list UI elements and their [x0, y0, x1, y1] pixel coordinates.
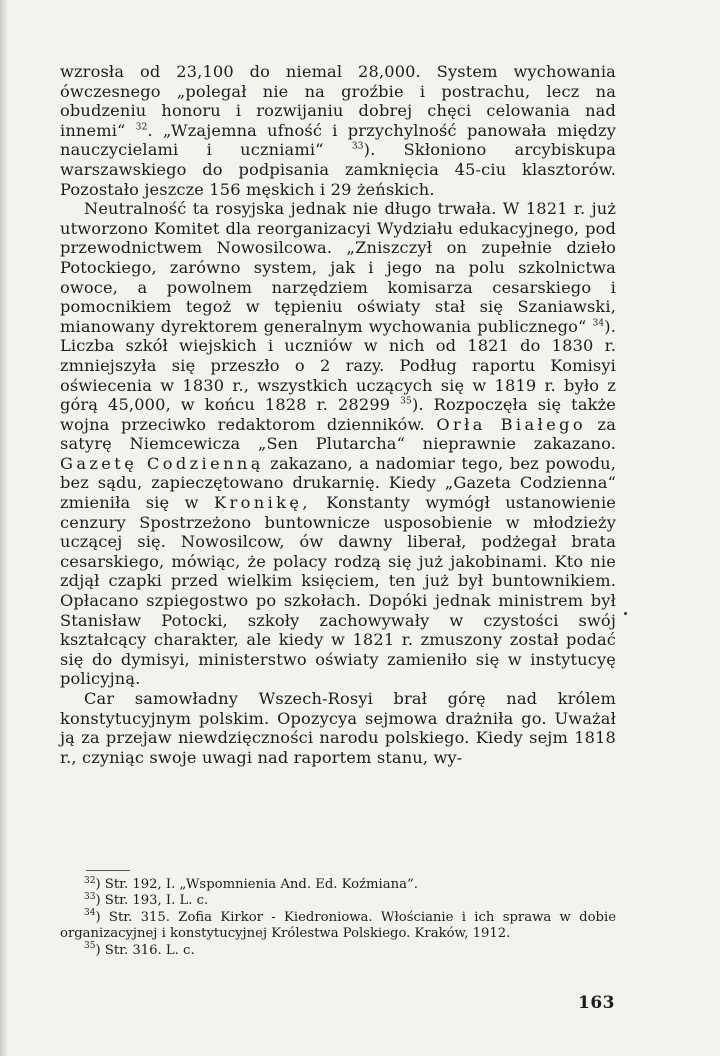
footnote-text: ) Str. 315. Zofia Kirkor - Kiedroniowa. Włościanie i ich sprawa w dobie organizacyjnej i konstytucyjnej Królestwa Polskiego. Kraków, 1912. [60, 909, 616, 942]
newspaper-title-kronika: Kronikę, [213, 493, 311, 513]
paragraph-2-text-e: zakazano, a nadomiar tego, bez powodu, bez sądu, zapieczętowano drukarnię. Kiedy „Gazeta Codzienna“ zmieniła się w [60, 453, 617, 513]
page-number: 163 [578, 993, 615, 1013]
footnote-32: $^{32}$) Str. 192, I. „Wspomnienia And. Ed. Koźmiana“. [84, 875, 418, 892]
footnote-separator [86, 870, 130, 871]
footnote-text: ) Str. 192, I. „Wspomnienia And. Ed. Koźmiana“. [95, 877, 418, 892]
paragraph-2 [60, 199, 616, 689]
footnote-ref-32: 32 [135, 122, 148, 133]
newspaper-title-gazeta-codzienna: Gazetę Codzienną [60, 453, 264, 473]
paragraph-3-text: Car samowładny Wszech-Rosyi brał górę nad królem konstytucyjnym polskim. Opozycya sejmowa drażniła go. Uważał ją za przejaw niewdzięczności narodu polskiego. Kiedy sejm 1818 r., czyniąc swoje uwagi nad raportem stanu, wy- [60, 689, 616, 767]
margin-dot-mark [624, 612, 627, 615]
paragraph-2-text-b: ). Liczba szkół wiejskich i uczniów w nich od 1821 do 1830 r. zmniejszyła się przeszło o 2 razy. Podług raportu Komisyi oświecenia w 1830 r., wszystkich uczących się w 1819 r. było z górą 45,000, w końcu 1828 r. 28299 [60, 316, 616, 415]
paragraph-3 [60, 689, 616, 767]
paragraph-2-text-f: Konstanty wymógł ustanowienie cenzury Spostrzeżono buntownicze usposobienie w młodzieży uczącej się. Nowosilcow, ów dawny liberał, podżegał brata cesarskiego, mówiąc, że polacy rodzą się już jakobinami. Kto nie zdjął czapki przed wielkim księciem, ten już był buntownikiem. Opłacano szpiegostwo po szkołach. Dopóki jednak ministrem był Stanisław Potocki, szkoły zachowywały w czystości swój kształcący charakter, ale kiedy w 1821 r. zmuszony został podać się do dymisyi, ministerstwo oświaty zamieniło się w instytucyę policyjną. [60, 493, 617, 689]
main-text [60, 62, 616, 767]
page-spine-shadow [0, 0, 8, 1056]
footnote-text: ) Str. 316. L. c. [95, 942, 195, 958]
footnote-35: $^{35}$) Str. 316. L. c. [84, 941, 195, 958]
paragraph-1 [60, 62, 616, 199]
paragraph-2-text-d: za satyrę Niemcewicza „Sen Plutarcha“ nieprawnie zakazano. [60, 414, 617, 454]
paragraph-1-text-c: ). Skłoniono arcybiskupa warszawskiego do podpisania zamknięcia 45-ciu klasztorów. Pozostało jeszcze 156 męskich i 29 żeńskich. [60, 140, 616, 199]
paragraph-1-text-a: wzrosła od 23,100 do niemal 28,000. System wychowania ówczesnego „polegał nie na groźbie i postrachu, lecz na obudzeniu honoru i rozwijaniu dobrej chęci celowania nad innemi“ [60, 62, 616, 140]
paragraph-1-text-b: . „Wzajemna ufność i przychylność panowała między nauczycielami i uczniami“ [60, 120, 616, 160]
newspaper-title-orzel-bialy: Orła Białego [436, 414, 587, 434]
footnotes [60, 877, 616, 959]
paragraph-2-text-c: ). Rozpoczęła się także wojna przeciwko redaktorom dzienników. [60, 395, 616, 434]
paragraph-2-text-a: Neutralność ta rosyjska jednak nie długo trwała. W 1821 r. już utworzono Komitet dla reorganizacyi Wydziału edukacyjnego, pod przewodnictwem Nowosilcowa. „Zniszczył on zupełnie dzieło Potockiego, zarówno system, jak i jego na polu szkolnictwa owoce, a powolnem narzędziem komisarza cesarskiego i pomocnikiem tegoż w tępieniu oświaty stał się Szaniawski, mianowany dyrektorem generalnym wychowania publicznego“ [60, 199, 616, 336]
footnote-34: $^{34}$) Str. 315. Zofia Kirkor - Kiedroniowa. Włościanie i ich sprawa w dobie organizacyjnej i konstytucyjnej Królestwa Polskiego. Kraków, 1912. [60, 908, 616, 942]
footnote-text: ) Str. 193, I. L. c. [95, 893, 209, 909]
footnote-ref-35: 35 [400, 396, 412, 407]
footnote-33: $^{33}$) Str. 193, I. L. c. [84, 892, 209, 909]
footnote-ref-34: 34 [592, 318, 605, 329]
footnote-ref-33: 33 [351, 141, 364, 152]
